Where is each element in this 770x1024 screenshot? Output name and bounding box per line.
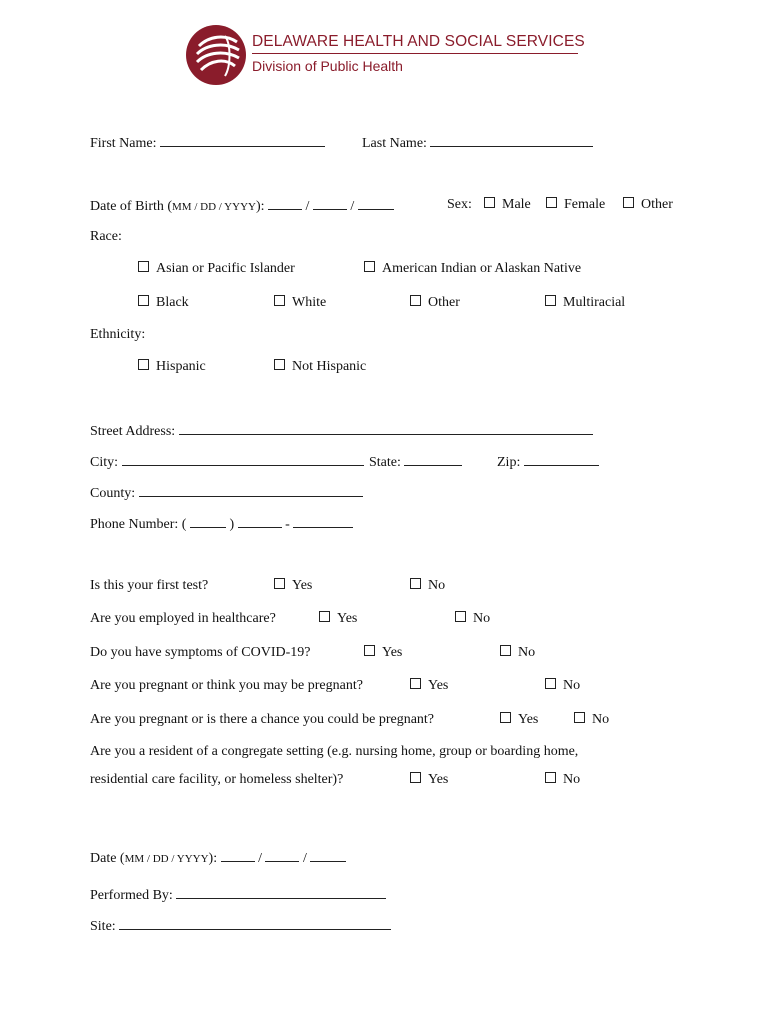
option-label: Not Hispanic [292,359,367,374]
city-label: City: [90,455,119,470]
sex-option-female[interactable] [546,197,605,213]
ethnicity-option-not-hispanic[interactable] [274,359,366,375]
option-label: Male [502,197,531,212]
sex-option-other[interactable] [623,197,673,213]
race-option-white[interactable] [274,295,326,311]
last-name-label: Last Name: [362,136,427,151]
zip-row [497,453,599,471]
checkbox[interactable] [410,578,421,589]
performed-by-label: Performed By: [90,888,173,903]
dob-month-field[interactable] [268,197,302,210]
congregate-no[interactable] [545,772,580,788]
phone-line-field[interactable] [293,515,353,528]
date-format: MM / DD / YYYY [124,853,209,865]
option-label: Asian or Pacific Islander [156,261,295,276]
option-label: No [592,712,610,727]
checkbox[interactable] [500,645,511,656]
option-label: Other [428,295,460,310]
phone-label: Phone Number: ( [90,517,187,532]
street-row [90,422,593,440]
pregnant-yes[interactable] [410,678,448,694]
option-label: No [428,578,446,593]
option-label: Other [641,197,673,212]
first-name-field[interactable] [160,134,325,147]
pregnant-chance-no[interactable] [574,712,609,728]
option-label: Yes [428,678,449,693]
date-day-field[interactable] [265,849,299,862]
question-pregnant-chance: Are you pregnant or is there a chance you could be pregnant? [90,712,435,727]
date-label-close: ): [208,851,218,866]
checkbox[interactable] [364,261,375,272]
checkbox[interactable] [274,295,285,306]
state-row [369,453,462,471]
first-test-yes[interactable] [274,578,312,594]
zip-field[interactable] [524,453,599,466]
date-month-field[interactable] [221,849,255,862]
city-row [90,453,364,471]
checkbox[interactable] [545,678,556,689]
sex-option-male[interactable] [484,197,531,213]
checkbox[interactable] [484,197,495,208]
question-healthcare: Are you employed in healthcare? [90,611,276,626]
option-label: White [292,295,327,310]
site-field[interactable] [119,917,391,930]
symptoms-no[interactable] [500,645,535,661]
county-field[interactable] [139,484,363,497]
phone-close: ) [229,517,235,532]
checkbox[interactable] [364,645,375,656]
date-slash: / [258,851,262,866]
street-field[interactable] [179,422,593,435]
healthcare-no[interactable] [455,611,490,627]
option-label: American Indian or Alaskan Native [382,261,582,276]
option-label: No [563,678,581,693]
checkbox[interactable] [545,295,556,306]
option-label: Black [156,295,189,310]
option-label: Hispanic [156,359,206,374]
performed-by-field[interactable] [176,886,386,899]
question-congregate-line1: Are you a resident of a congregate setting (e.g. nursing home, group or boarding home, [90,744,579,759]
race-option-other[interactable] [410,295,460,311]
dob-slash: / [350,199,355,214]
checkbox[interactable] [319,611,330,622]
dob-day-field[interactable] [313,197,347,210]
zip-label: Zip: [497,455,521,470]
checkbox[interactable] [274,578,285,589]
checkbox[interactable] [410,678,421,689]
race-option-asian[interactable] [138,261,295,277]
header-divider [252,53,578,54]
question-first-test: Is this your first test? [90,578,209,593]
dob-slash: / [305,199,310,214]
city-field[interactable] [122,453,364,466]
congregate-yes[interactable] [410,772,448,788]
sex-label: Sex: [447,197,472,212]
county-row [90,484,363,502]
option-label: Multiracial [563,295,626,310]
first-test-no[interactable] [410,578,445,594]
question-congregate-line2: residential care facility, or homeless shelter)? [90,772,344,787]
phone-dash: - [285,517,290,532]
symptoms-yes[interactable] [364,645,402,661]
race-label: Race: [90,229,122,244]
phone-area-field[interactable] [190,515,226,528]
dob-label: Date of Birth ( [90,199,173,214]
dob-row [90,197,394,215]
site-label: Site: [90,919,116,934]
division-name: Division of Public Health [252,58,403,74]
option-label: Yes [428,772,449,787]
race-option-american-indian[interactable] [364,261,581,277]
checkbox[interactable] [546,197,557,208]
question-symptoms: Do you have symptoms of COVID-19? [90,645,311,660]
race-option-multiracial[interactable] [545,295,625,311]
option-label: No [563,772,581,787]
pregnant-no[interactable] [545,678,580,694]
org-name: DELAWARE HEALTH AND SOCIAL SERVICES [252,33,585,50]
checkbox[interactable] [500,712,511,723]
county-label: County: [90,486,136,501]
question-pregnant: Are you pregnant or think you may be pregnant? [90,678,363,693]
race-option-black[interactable] [138,295,189,311]
dob-label-close: ): [255,199,265,214]
option-label: Yes [292,578,313,593]
checkbox[interactable] [623,197,634,208]
option-label: Yes [518,712,539,727]
first-name-label: First Name: [90,136,157,151]
phone-row [90,515,353,533]
pregnant-chance-yes[interactable] [500,712,538,728]
option-label: Yes [382,645,403,660]
checkbox[interactable] [138,295,149,306]
checkbox[interactable] [138,261,149,272]
date-label: Date ( [90,851,125,866]
option-label: Yes [337,611,358,626]
checkbox[interactable] [455,611,466,622]
last-name-row [362,134,593,152]
site-row [90,917,391,935]
checkbox[interactable] [574,712,585,723]
performed-by-row [90,886,386,904]
checkbox[interactable] [138,359,149,370]
healthcare-yes[interactable] [319,611,357,627]
checkbox[interactable] [410,772,421,783]
ethnicity-option-hispanic[interactable] [138,359,206,375]
last-name-field[interactable] [430,134,593,147]
date-year-field[interactable] [310,849,346,862]
checkbox[interactable] [545,772,556,783]
option-label: No [518,645,536,660]
state-label: State: [369,455,401,470]
dhss-logo-icon [185,24,247,91]
date-slash: / [302,851,307,866]
dob-year-field[interactable] [358,197,394,210]
ethnicity-label: Ethnicity: [90,327,146,342]
street-label: Street Address: [90,424,176,439]
first-name-row [90,134,325,152]
phone-prefix-field[interactable] [238,515,282,528]
date-row [90,849,346,867]
option-label: No [473,611,491,626]
dob-format: MM / DD / YYYY [172,201,256,213]
checkbox[interactable] [274,359,285,370]
checkbox[interactable] [410,295,421,306]
option-label: Female [564,197,606,212]
state-field[interactable] [404,453,462,466]
